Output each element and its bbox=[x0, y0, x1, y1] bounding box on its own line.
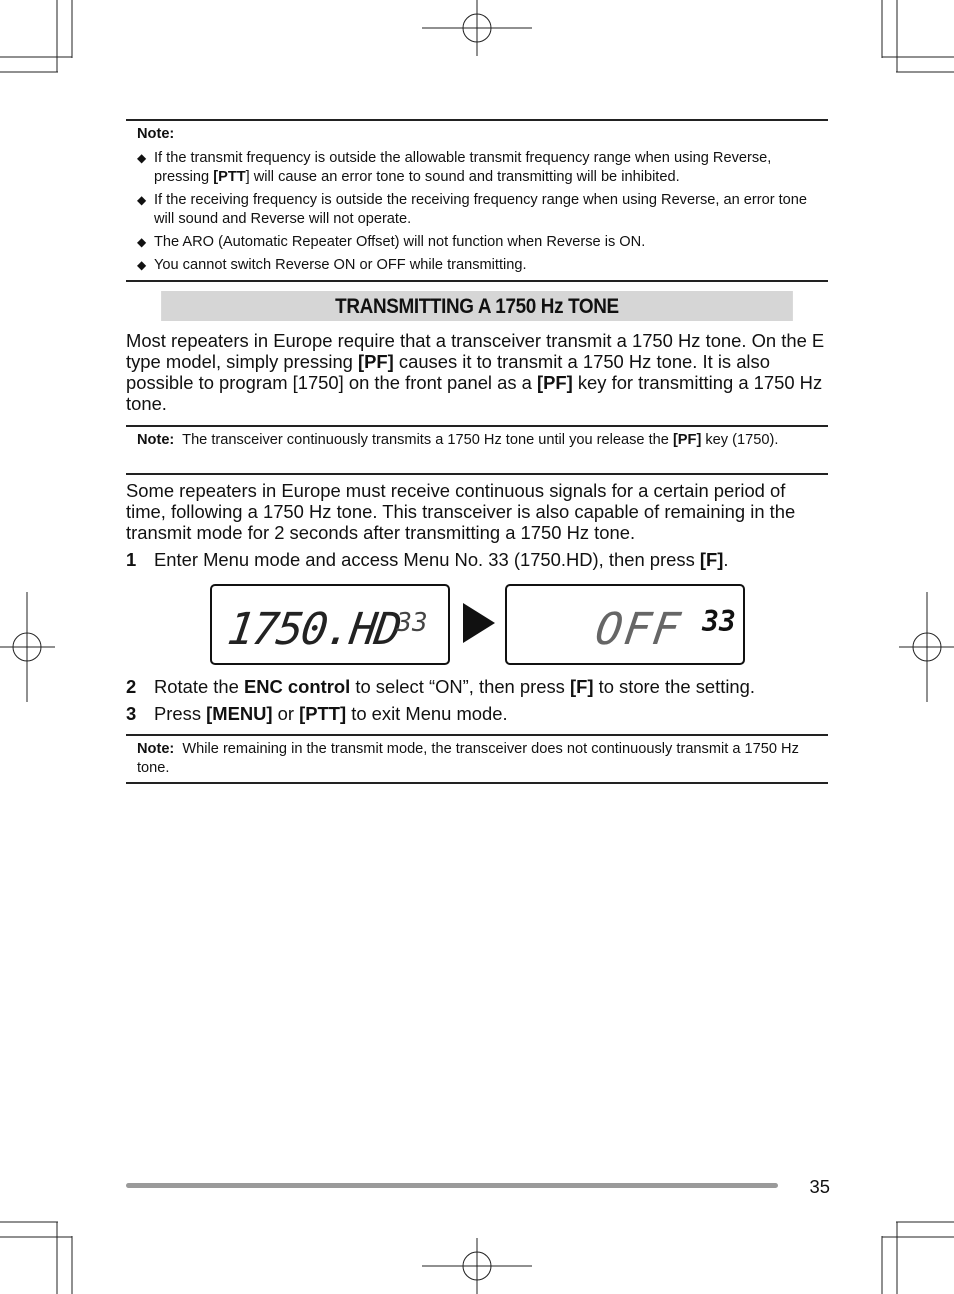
lcd-display-menu bbox=[210, 584, 450, 665]
section-heading: TRANSMITTING A 1750 Hz TONE bbox=[161, 291, 793, 321]
list-item: ◆ If the transmit frequency is outside the allowable transmit frequency range when using Reverse, pressing [PTT] will cause an error tone to sound and transmitting will be inhibited. bbox=[137, 150, 772, 185]
note2-bottom-rule bbox=[126, 473, 828, 475]
note2-box: Note: The transceiver continuously transmits a 1750 Hz tone until you release the [PF] key (1750). bbox=[137, 432, 779, 448]
note3-bottom-rule bbox=[126, 782, 828, 784]
step-3: 3 Press [MENU] or [PTT] to exit Menu mode. bbox=[126, 703, 508, 724]
lcd-main-text: OFF bbox=[592, 604, 685, 655]
note3-label: Note: bbox=[137, 741, 175, 757]
lcd-menu-number: 33 bbox=[396, 608, 428, 638]
list-item: ◆ If the receiving frequency is outside the receiving frequency range when using Reverse, an error tone will sound and Reverse will not operate. bbox=[137, 192, 808, 227]
diamond-bullet-icon: ◆ bbox=[137, 151, 147, 165]
lcd-display-setting bbox=[505, 584, 745, 665]
step-1: 1 Enter Menu mode and access Menu No. 33 (1750.HD), then press [F]. bbox=[126, 549, 729, 570]
intro-paragraph: Most repeaters in Europe require that a transceiver transmit a 1750 Hz tone. On the E type model, simply pressing [PF] causes it to transmit a 1750 Hz tone. It is also possible to program [1750] on the front panel as a [PF] key for transmitting a 1750 Hz tone. bbox=[126, 330, 825, 414]
note3-top-rule bbox=[126, 734, 828, 736]
list-item: ◆ The ARO (Automatic Repeater Offset) will not function when Reverse is ON. bbox=[137, 234, 646, 250]
list-item: ◆ You cannot switch Reverse ON or OFF while transmitting. bbox=[137, 257, 527, 273]
arrow-right-icon bbox=[463, 603, 497, 643]
lcd-menu-number: 33 bbox=[702, 605, 736, 638]
lcd-display-setting-svg bbox=[507, 586, 743, 663]
note1-top-rule bbox=[126, 119, 828, 121]
diamond-bullet-icon: ◆ bbox=[137, 258, 147, 272]
step-2: 2 Rotate the ENC control to select “ON”, then press [F] to store the setting. bbox=[126, 676, 755, 697]
diamond-bullet-icon: ◆ bbox=[137, 235, 147, 249]
lcd-display-menu-svg bbox=[212, 586, 448, 663]
note2-top-rule bbox=[126, 425, 828, 427]
page-number: 35 bbox=[809, 1176, 830, 1197]
diamond-bullet-icon: ◆ bbox=[137, 193, 147, 207]
note1-list bbox=[126, 149, 828, 275]
note2-label: Note: bbox=[137, 432, 175, 448]
note1-label: Note: bbox=[137, 126, 175, 142]
note1-box bbox=[126, 125, 828, 279]
lcd-main-text: 1750.HD bbox=[224, 604, 403, 655]
note1-bottom-rule bbox=[126, 280, 828, 282]
continuous-paragraph: Some repeaters in Europe must receive continuous signals for a certain period of time, following a 1750 Hz tone. This transceiver is also capable of remaining in the transmit mode for 2 seconds after transmitting a 1750 Hz tone. bbox=[126, 480, 796, 543]
note3-box: Note: While remaining in the transmit mode, the transceiver does not continuously transmit a 1750 Hz tone. bbox=[137, 741, 799, 776]
footer-bar bbox=[126, 1183, 778, 1188]
